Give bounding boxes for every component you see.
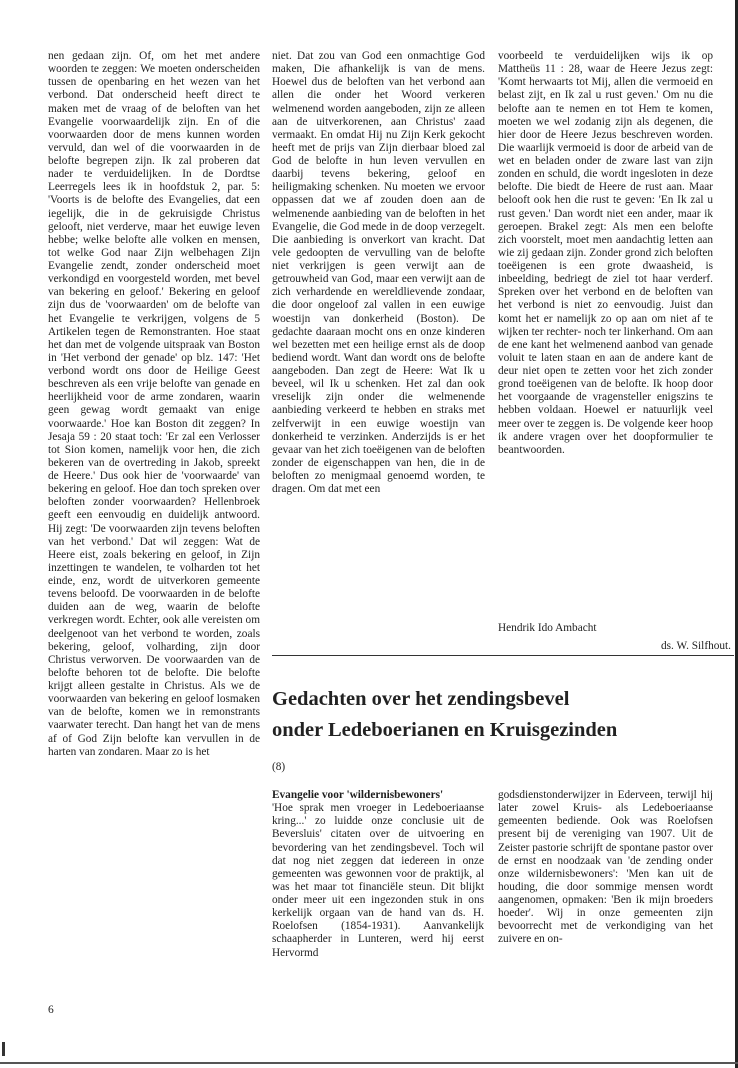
article-title-line-2: onder Ledeboerianen en Kruisgezinden — [272, 719, 618, 741]
article-column-2 — [498, 789, 713, 947]
signature-author: ds. W. Silfhout. — [661, 640, 731, 652]
column-2-text: niet. Dat zou van God een onmachtige God maken, Die afhankelijk is van de mens. Hoewel dus de beloften van het verbond aan allen die onder het Woord verkeren welmenend worden aangeboden, zijn ze alleen aan de uitverkorenen, aan Christus' zaad vermaakt. En omdat Hij nu Zijn Kerk gekocht heeft met de prijs van Zijn dierbaar bloed zal God de belofte in hun leven vervullen en daarbij tevens bekering, geloof en heiligmaking schenken. Nu moeten we ervoor oppassen dat we af zouden doen aan de welmenende aanbieding van de beloften in het Evangelie, die God mede in de doop verzegelt. Die aanbieding is onverkort van kracht. Dat vele gedoopten de vervulling van de belofte niet verkrijgen is geen verwijt aan de getrouwheid van God, maar een verwijt aan de zich verhardende en wereldlievende zondaar, die door ongeloof zal vallen in een euwige woestijn van donkerheid (Boston). De gedachte daaraan mocht ons en onze kinderen wel bezetten met een heilige ernst als de doop bediend wordt. Want dan wordt ons de belofte aangeboden. Dan zegt de Heere: Wat Ik u beveel, wil Ik u schenken. Het zal dan ook vreselijk zijn onder die welmenende aanbieding verkeerd te hebben en straks met zelfverwijt in een euwige woestijn van donkerheid te verzinken. Anderzijds is er het gevaar van het zich toeëigenen van de beloften zonder de eigenschappen van hen, die in de beloften zo menigmaal genoemd worden, te dragen. Om dat met een — [272, 50, 485, 496]
article-number: (8) — [272, 761, 286, 773]
column-3-text: voorbeeld te verduidelijken wijs ik op Mattheüs 11 : 28, waar de Heere Jezus zegt: 'Komt herwaarts tot Mij, allen die vermoeid en belast zijt, en Ik zal u rust geven.' Om nu die belofte aan te nemen en tot Hem te komen, moeten we wel zodanig zijn als degenen, die hier door de Heere Jezus beschreven worden. Die waarlijk vermoeid is door de arbeid van de wet en beladen onder de zware last van zijn zonden en schuld, die wordt ingesloten in deze belofte. Die biedt de Heere de rust aan. Maar belooft ook hen die rust te geven: 'En Ik zal u rust geven.' Dan wordt niet een ander, maar ik geroepen. Brakel zegt: Als men een belofte zich voorstelt, moet men aandachtig letten aan wie zij gedaan zijn. Zonder grond zich beloften toeëigenen is een grote dwaasheid, is inbeelding, bedriegt de ziel tot haar verderf. Spreken over het verbond en de beloften van het verbond is niet zo eenvoudig. Juist dan komt het er namelijk zo op aan om niet af te wijken ter rechter- noch ter linkerhand. Om aan de ene kant het welmenend aanbod van genade voluit te laten staan en aan de andere kant de deur niet open te zetten voor het zich zonder grond toeëigenen van de belofte. Ik hoop door het voorgaande de vragensteller enigszins te hebben voldaan. Hoewel er natuurlijk veel meer over te zeggen is. De volgende keer hoop ik andere vragen over het doopformulier te beantwoorden. — [498, 50, 713, 456]
column-1-text: nen gedaan zijn. Of, om het met andere woorden te zeggen: We moeten onderscheiden tussen de openbaring en het wezen van het verbond. Dat onderscheid heeft direct te maken met de vraag of de beloften van het Evangelie voorwaardelijk zijn. En of die voorwaarden door de mens kunnen worden vervuld, dan wel of die voorwaarden in de belofte begrepen zijn. Ik zal proberen dat nader te verduidelijken. In de Dordtse Leerregels lees ik in hoofdstuk 2, par. 5: 'Voorts is de belofte des Evangelies, dat een iegelijk, die in de gekruisigde Christus gelooft, niet verderve, maar het euwige leven hebbe; welke belofte alle volken en mensen, tot welke God naar Zijn welbehagen Zijn Evangelie zendt, zonder onderscheid moet verkondigd en voorgesteld worden, met bevel van bekering en geloof.' Bekering en geloof zijn dus de 'voorwaarden' om de belofte van het Evangelie te verkrijgen, volgens de 5 Artikelen tegen de Remonstranten. Hoe staat het dan met de volgende uitspraak van Boston in 'Het verbond der genade' op blz. 147: 'Het verbond wordt ons door de Heilige Geest beschreven als een vrije belofte van genade en heerlijkheid voor de arme zondaren, waarin geen gewag wordt gemaakt van enige voorwaarde.' Hoe kan Boston dit zeggen? In Jesaja 59 : 20 staat toch: 'Er zal een Verlosser tot Sion komen, namelijk voor hen, die zich bekeren van de overtreding in Jakob, spreekt de Heere.' Dus ook hier de 'voorwaarde' van bekering en geloof. Hoe dan toch spreken over beloften zonder voorwaarden? Hellenbroek geeft een eenvoudig en duidelijk antwoord. Hij zegt: 'De voorwaarden zijn tevens beloften van het verbond.' Dat wil zeggen: Wat de Heere eist, zoals bekering en geloof, in Zijn inzettingen te wandelen, te volharden tot het einde, enz, wordt de uitverkoren gemeente tevens beloofd. De voorwaarden in de belofte duiden aan de weg, waarin de belofte verkregen wordt. Echter, ook alle vereisten om deelgenoot van het verbond te worden, zoals bekering, geloof, volharding, zijn door Christus verworven. De voorwaarden van de belofte behoren tot de belofte. Die belofte krijgt alleen gestalte in Christus. Als we de voorwaarden van bekering en geloof losmaken van de belofte, komen we in remonstrants vaarwater terecht. Dan hangt het van de mens af of God Zijn belofte kan vervullen in de harten van zondaren. Maar zo is het — [48, 50, 260, 758]
article-column-2-text: godsdienstonderwijzer in Ederveen, terwijl hij later zowel Kruis- als Ledeboeriaanse gemeenten bediende. Ook was Roelofsen present bij de vereniging van 1907. Uit de Zeister pastorie schrijft de spontane pastor over de ernst en noodzaak van 'de zending onder onze wildernisbewoners': 'Men kan uit de houding, die door sommige mensen wordt aangenomen, opmaken: 'Ben ik mijn broeders hoeder'. Wij in onze gemeenten zijn bevoorrecht met de verkondiging van het zuivere en on- — [498, 789, 713, 946]
article-subheading: Evangelie voor 'wildernisbewoners' — [272, 789, 444, 801]
page-number: 6 — [48, 1004, 54, 1016]
margin-mark — [2, 1042, 5, 1056]
signature-place: Hendrik Ido Ambacht — [498, 622, 597, 634]
text-column-3 — [498, 50, 713, 457]
section-divider — [272, 655, 734, 656]
article-title — [272, 684, 722, 746]
article-title-line-1: Gedachten over het zendingsbevel — [272, 688, 570, 710]
text-column-2 — [272, 50, 485, 496]
text-column-1 — [48, 50, 260, 759]
article-column-1 — [272, 789, 484, 960]
scan-edge-bottom — [0, 1062, 738, 1064]
article-column-1-text: 'Hoe sprak men vroeger in Ledeboeriaanse kring...' zo luidde onze conclusie uit de Beversluis' citaten over de uitvoering en bevordering van het zendingsbevel. Toch wil dat nog niet zeggen dat iedereen in onze gemeenten was gewonnen voor de praktijk, al was het maar tot financiële steun. Dit blijkt onder meer uit een ingezonden stuk in ons kerkelijk orgaan van de hand van ds. H. Roelofsen (1854-1931). Aanvankelijk schaapherder in Lunteren, werd hij eerst Hervormd — [272, 802, 484, 959]
